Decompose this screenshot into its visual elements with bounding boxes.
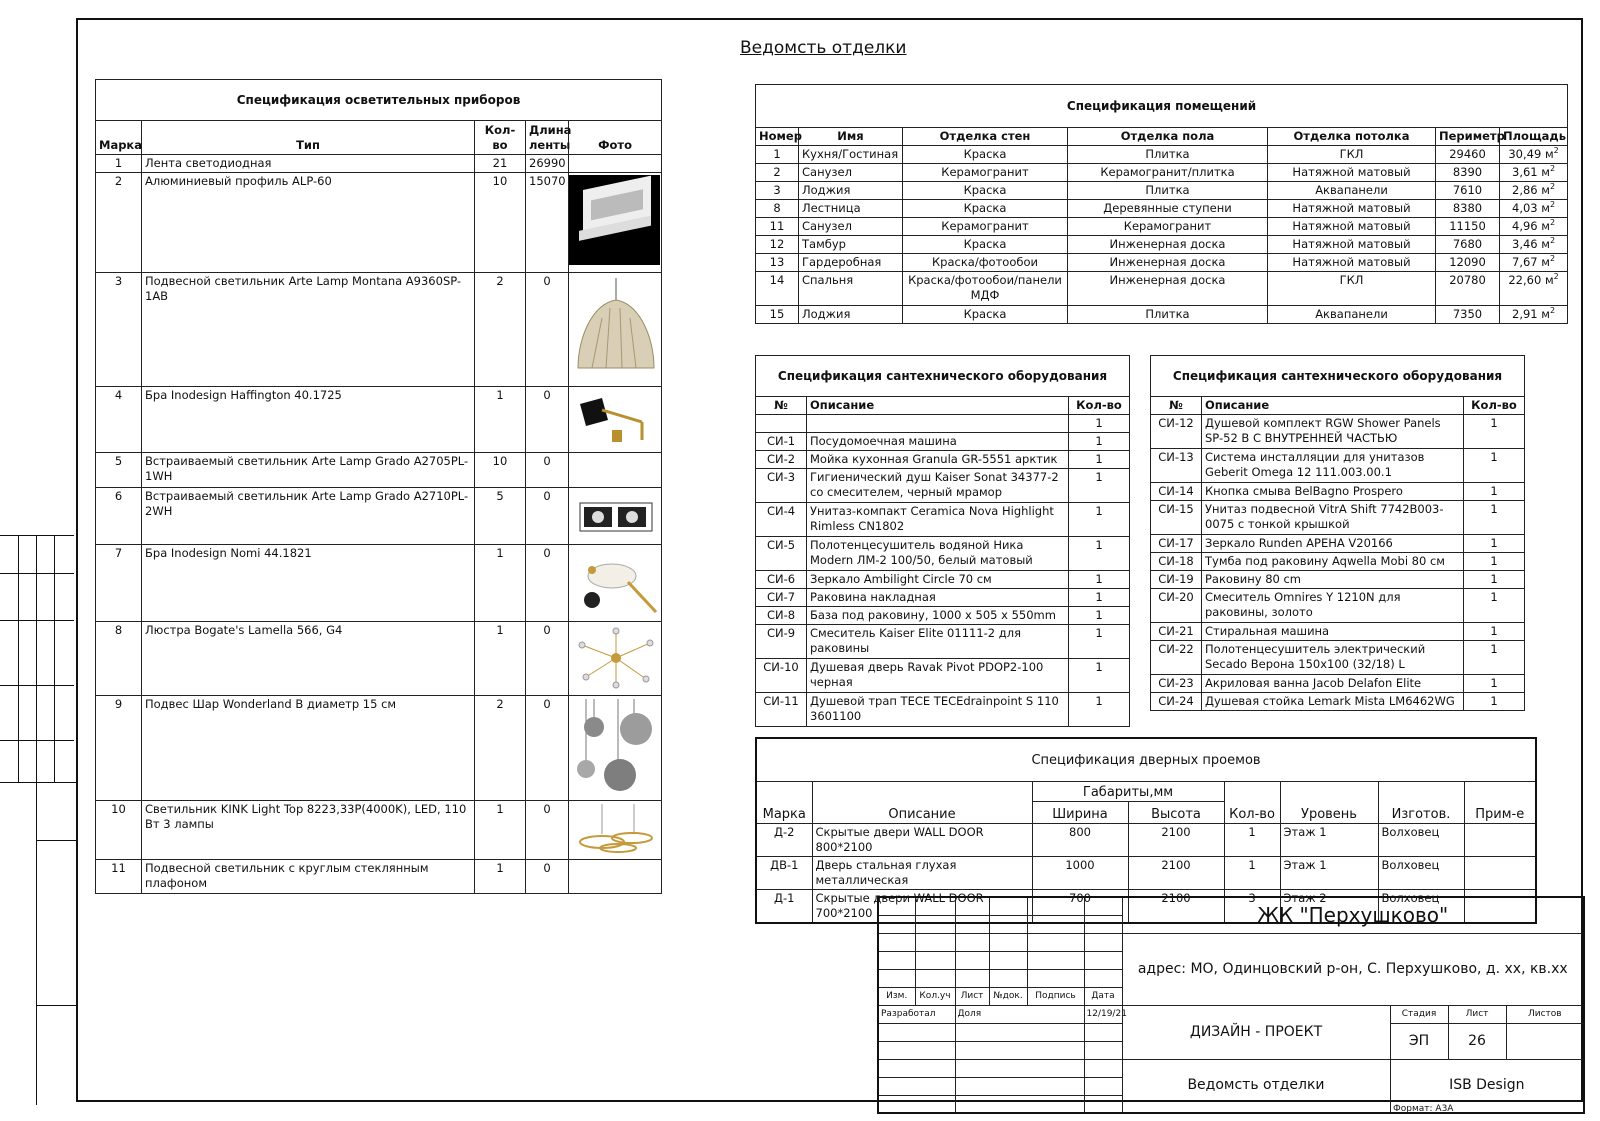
item-number: СИ-18 (1151, 553, 1202, 571)
item-number: СИ-23 (1151, 675, 1202, 693)
room-perimeter: 8390 (1436, 164, 1500, 182)
table-row: 6 Встраиваемый светильник Arte Lamp Grado A2710PL-2WH 5 0 (96, 488, 662, 545)
item-qty: 1 (1069, 625, 1130, 659)
room-perimeter: 11150 (1436, 218, 1500, 236)
bird-sconce-photo (572, 548, 660, 618)
table-row (756, 693, 1130, 727)
item-qty: 1 (1464, 449, 1525, 483)
room-area: 30,49 $м^2$ (1500, 146, 1568, 164)
item-qty: 1 (1464, 589, 1525, 623)
item-number: СИ-17 (1151, 535, 1202, 553)
col-desc: Описание (1202, 397, 1464, 415)
item-qty: 1 (1069, 451, 1130, 469)
item-number: СИ-2 (756, 451, 807, 469)
room-ceiling: Аквапанели (1268, 306, 1436, 324)
item-qty: 1 (1464, 415, 1525, 449)
item-description: Душевой комплект RGW Shower Panels SP-52 B С ВНУТРЕННЕЙ ЧАСТЬЮ (1202, 415, 1464, 449)
table-row (756, 306, 1568, 324)
col-mark: Марка (96, 121, 142, 155)
table-row: 10 Светильник KINK Light Top 8223,33P(4000K), LED, 110 Вт 3 лампы 1 0 (96, 801, 662, 860)
item-qty: 1 (1069, 415, 1130, 433)
door-level: Этаж 2 (1280, 890, 1378, 924)
room-ceiling: ГКЛ (1268, 146, 1436, 164)
item-qty: 1 (1069, 537, 1130, 571)
col-width: Ширина (1032, 802, 1128, 824)
item-number: СИ-12 (1151, 415, 1202, 449)
table-row (756, 254, 1568, 272)
table-row (756, 218, 1568, 236)
table-row: 5 Встраиваемый светильник Arte Lamp Grado A2705PL-1WH 10 0 (96, 453, 662, 488)
col-level: Уровень (1280, 782, 1378, 824)
label-sign: Подпись (1027, 987, 1084, 1005)
col-note: Прим-е (1464, 782, 1536, 824)
table-row (1151, 589, 1525, 623)
item-number: СИ-22 (1151, 641, 1202, 675)
room-name: Санузел (799, 164, 903, 182)
room-number: 13 (756, 254, 799, 272)
room-name: Лоджия (799, 182, 903, 200)
developer-date: 12/19/21 (1084, 1005, 1122, 1023)
room-name: Лоджия (799, 306, 903, 324)
table-row (756, 236, 1568, 254)
item-number: СИ-10 (756, 659, 807, 693)
room-walls: Краска (903, 200, 1068, 218)
table-row: 1 Лента светодиодная 21 26990 (96, 155, 662, 173)
stage-label: Стадия (1390, 1005, 1448, 1023)
item-qty: 1 (1464, 693, 1525, 711)
room-number: 3 (756, 182, 799, 200)
item-number: СИ-3 (756, 469, 807, 503)
room-ceiling: Натяжной матовый (1268, 218, 1436, 236)
item-qty: 1 (1069, 693, 1130, 727)
room-area: 4,96 $м^2$ (1500, 218, 1568, 236)
table-row (1151, 623, 1525, 641)
table-row (756, 415, 1130, 433)
col-name: Имя (799, 128, 903, 146)
table-row (1151, 641, 1525, 675)
room-walls: Краска (903, 306, 1068, 324)
item-qty: 1 (1464, 501, 1525, 535)
door-width: 800 (1032, 824, 1128, 857)
room-floor: Инженерная доска (1068, 236, 1268, 254)
item-qty: 1 (1464, 641, 1525, 675)
door-qty: 1 (1224, 857, 1280, 890)
room-ceiling: ГКЛ (1268, 272, 1436, 306)
item-description: Стиральная машина (1202, 623, 1464, 641)
plumbing-spec-table-2 (1150, 355, 1525, 711)
table-row (1151, 501, 1525, 535)
col-qty: Кол-во (1069, 397, 1130, 415)
room-walls: Керамогранит (903, 164, 1068, 182)
room-ceiling: Аквапанели (1268, 182, 1436, 200)
table-row (756, 537, 1130, 571)
col-num: № (756, 397, 807, 415)
lighting-title: Спецификация осветительных приборов (96, 80, 662, 121)
room-area: 3,46 $м^2$ (1500, 236, 1568, 254)
item-description: Смеситель Omnires Y 1210N для раковины, золото (1202, 589, 1464, 623)
room-area: 7,67 $м^2$ (1500, 254, 1568, 272)
item-description: Посудомоечная машина (807, 433, 1069, 451)
room-area: 22,60 $м^2$ (1500, 272, 1568, 306)
room-floor: Плитка (1068, 182, 1268, 200)
table-row: 8 Люстра Bogate's Lamella 566, G4 1 0 (96, 622, 662, 696)
room-floor: Инженерная доска (1068, 272, 1268, 306)
rooms-title: Спецификация помещений (756, 85, 1568, 128)
room-perimeter: 29460 (1436, 146, 1500, 164)
plumbing2-title: Спецификация сантехнического оборудования (1151, 356, 1525, 397)
table-row: 2 Алюминиевый профиль ALP-60 10 15070 (96, 173, 662, 273)
room-perimeter: 7610 (1436, 182, 1500, 200)
project-address: адрес: МО, Одинцовский р-он, С. Перхушково, д. хх, кв.хх (1122, 933, 1584, 1005)
room-number: 11 (756, 218, 799, 236)
room-ceiling: Натяжной матовый (1268, 254, 1436, 272)
item-number: СИ-6 (756, 571, 807, 589)
table-row (1151, 483, 1525, 501)
table-row (1151, 449, 1525, 483)
table-row (756, 451, 1130, 469)
table-row: 11 Подвесной светильник с круглым стеклянным плафоном 1 0 (96, 860, 662, 894)
door-description: Дверь стальная глухая металлическая (812, 857, 1032, 890)
item-description: Полотенцесушитель водяной Ника Modern ЛМ-2 100/50, белый матовый (807, 537, 1069, 571)
col-num: № (1151, 397, 1202, 415)
developer-name: Доля (955, 1005, 1084, 1023)
label-ndok: №док. (989, 987, 1027, 1005)
door-maker: Волховец (1378, 824, 1464, 857)
room-name: Спальня (799, 272, 903, 306)
item-qty: 1 (1464, 553, 1525, 571)
door-mark: Д-1 (756, 890, 812, 924)
room-perimeter: 20780 (1436, 272, 1500, 306)
room-floor: Керамогранит (1068, 218, 1268, 236)
table-row (1151, 571, 1525, 589)
door-mark: ДВ-1 (756, 857, 812, 890)
ring-light-photo (572, 804, 660, 856)
table-row: 3 Подвесной светильник Arte Lamp Montana A9360SP-1AB 2 0 (96, 273, 662, 387)
room-floor: Инженерная доска (1068, 254, 1268, 272)
room-walls: Краска/фотообои (903, 254, 1068, 272)
item-number: СИ-24 (1151, 693, 1202, 711)
item-number: СИ-14 (1151, 483, 1202, 501)
room-floor: Деревянные ступени (1068, 200, 1268, 218)
plumbing1-title: Спецификация сантехнического оборудования (756, 356, 1130, 397)
label-kol: Кол.уч (915, 987, 955, 1005)
table-row (756, 824, 1536, 857)
paper-format: Формат: А3А (1393, 1104, 1454, 1114)
recessed-light-photo (572, 493, 660, 539)
table-row (756, 857, 1536, 890)
sheets-value (1506, 1023, 1584, 1059)
room-area: 2,91 $м^2$ (1500, 306, 1568, 324)
table-row (1151, 553, 1525, 571)
lighting-spec-table (95, 79, 662, 894)
item-qty: 1 (1069, 469, 1130, 503)
doors-title: Спецификация дверных проемов (756, 738, 1536, 782)
table-row (756, 164, 1568, 182)
item-qty: 1 (1464, 483, 1525, 501)
room-ceiling: Натяжной матовый (1268, 236, 1436, 254)
door-qty: 1 (1224, 824, 1280, 857)
col-maker: Изготов. (1378, 782, 1464, 824)
item-qty: 1 (1464, 535, 1525, 553)
table-row (756, 571, 1130, 589)
left-margin-stamp (0, 535, 76, 1105)
room-number: 14 (756, 272, 799, 306)
stage-value: ЭП (1390, 1023, 1448, 1059)
item-number: СИ-4 (756, 503, 807, 537)
item-description: База под раковину, 1000 x 505 x 550mm (807, 607, 1069, 625)
item-number: СИ-19 (1151, 571, 1202, 589)
item-description: Зеркало Runden АРЕНА V20166 (1202, 535, 1464, 553)
plumbing-spec-table-1 (755, 355, 1130, 727)
table-row (1151, 415, 1525, 449)
item-qty: 1 (1464, 675, 1525, 693)
col-perimeter: Периметр (1436, 128, 1500, 146)
doc-type: ДИЗАЙН - ПРОЕКТ (1122, 1005, 1390, 1059)
table-row (756, 625, 1130, 659)
room-ceiling: Натяжной матовый (1268, 164, 1436, 182)
door-width: 700 (1032, 890, 1128, 924)
room-number: 1 (756, 146, 799, 164)
col-dims: Габариты,мм (1032, 782, 1224, 802)
room-walls: Керамогранит (903, 218, 1068, 236)
door-height: 2100 (1128, 824, 1224, 857)
item-qty: 1 (1464, 571, 1525, 589)
table-row (756, 659, 1130, 693)
table-row: 7 Бра Inodesign Nomi 44.1821 1 0 (96, 545, 662, 622)
col-length: Длина ленты (526, 121, 569, 155)
pendant-lamp-photo (572, 278, 660, 378)
room-number: 12 (756, 236, 799, 254)
sheet-label: Лист (1448, 1005, 1506, 1023)
door-description: Скрытые двери WALL DOOR 700*2100 (812, 890, 1032, 924)
col-mark: Марка (756, 782, 812, 824)
table-row (1151, 535, 1525, 553)
col-height: Высота (1128, 802, 1224, 824)
developer-label: Разработал (878, 1005, 955, 1023)
item-number (756, 415, 807, 433)
room-ceiling: Натяжной матовый (1268, 200, 1436, 218)
item-qty: 1 (1069, 589, 1130, 607)
item-description: Унитаз подвесной VitrA Shift 7742B003-0075 с тонкой крышкой (1202, 501, 1464, 535)
sphere-pendant-photo (572, 699, 660, 795)
item-description (807, 415, 1069, 433)
table-row: 9 Подвес Шар Wonderland В диаметр 15 см 2 0 (96, 696, 662, 801)
item-qty: 1 (1069, 503, 1130, 537)
item-number: СИ-9 (756, 625, 807, 659)
room-area: 4,03 $м^2$ (1500, 200, 1568, 218)
door-width: 1000 (1032, 857, 1128, 890)
room-name: Лестница (799, 200, 903, 218)
room-name: Кухня/Гостиная (799, 146, 903, 164)
item-number: СИ-8 (756, 607, 807, 625)
table-row: 4 Бра Inodesign Haffington 40.1725 1 0 (96, 387, 662, 453)
item-qty: 1 (1069, 607, 1130, 625)
company-name: ISB Design (1390, 1059, 1584, 1113)
table-row (756, 272, 1568, 306)
item-number: СИ-15 (1151, 501, 1202, 535)
item-number: СИ-7 (756, 589, 807, 607)
table-row (756, 469, 1130, 503)
col-type: Тип (142, 121, 475, 155)
item-description: Гигиенический душ Kaiser Sonat 34377-2 со смесителем, черный мрамор (807, 469, 1069, 503)
item-qty: 1 (1069, 571, 1130, 589)
col-walls: Отделка стен (903, 128, 1068, 146)
col-photo: Фото (569, 121, 662, 155)
item-description: Унитаз-компакт Ceramica Nova Highlight Rimless CN1802 (807, 503, 1069, 537)
room-walls: Краска/фотообои/панели МДФ (903, 272, 1068, 306)
col-desc: Описание (807, 397, 1069, 415)
door-description: Скрытые двери WALL DOOR 800*2100 (812, 824, 1032, 857)
sheets-label: Листов (1506, 1005, 1584, 1023)
title-block (877, 896, 1585, 1114)
room-walls: Краска (903, 146, 1068, 164)
room-perimeter: 8380 (1436, 200, 1500, 218)
door-note (1464, 824, 1536, 857)
col-qty: Кол-во (1224, 782, 1280, 824)
room-name: Тамбур (799, 236, 903, 254)
room-number: 15 (756, 306, 799, 324)
item-number: СИ-13 (1151, 449, 1202, 483)
room-floor: Плитка (1068, 306, 1268, 324)
item-description: Душевая стойка Lemark Mista LM6462WG (1202, 693, 1464, 711)
item-description: Мойка кухонная Granula GR-5551 арктик (807, 451, 1069, 469)
door-mark: Д-2 (756, 824, 812, 857)
label-izm: Изм. (878, 987, 915, 1005)
col-desc: Описание (812, 782, 1032, 824)
room-walls: Краска (903, 236, 1068, 254)
col-floor: Отделка пола (1068, 128, 1268, 146)
item-description: Душевая дверь Ravak Pivot PDOP2-100 черная (807, 659, 1069, 693)
item-qty: 1 (1464, 623, 1525, 641)
item-description: Зеркало Ambilight Circle 70 см (807, 571, 1069, 589)
table-row (756, 589, 1130, 607)
item-description: Смеситель Kaiser Elite 01111-2 для раковины (807, 625, 1069, 659)
chandelier-photo (572, 625, 660, 691)
table-row (1151, 693, 1525, 711)
item-qty: 1 (1069, 659, 1130, 693)
item-number: СИ-11 (756, 693, 807, 727)
aluminum-profile-photo (569, 175, 660, 265)
label-list: Лист (955, 987, 989, 1005)
door-note (1464, 857, 1536, 890)
page-title: Ведомсть отделки (740, 38, 907, 58)
project-name: ЖК "Перхушково" (1122, 897, 1584, 933)
col-qty: Кол-во (1464, 397, 1525, 415)
item-number: СИ-5 (756, 537, 807, 571)
sheet-value: 26 (1448, 1023, 1506, 1059)
item-number: СИ-1 (756, 433, 807, 451)
room-perimeter: 12090 (1436, 254, 1500, 272)
table-row (756, 182, 1568, 200)
room-floor: Плитка (1068, 146, 1268, 164)
table-row (756, 607, 1130, 625)
room-number: 2 (756, 164, 799, 182)
item-description: Тумба под раковину Aqwella Mobi 80 см (1202, 553, 1464, 571)
room-floor: Керамогранит/плитка (1068, 164, 1268, 182)
room-number: 8 (756, 200, 799, 218)
room-walls: Краска (903, 182, 1068, 200)
door-level: Этаж 1 (1280, 857, 1378, 890)
item-description: Раковина накладная (807, 589, 1069, 607)
item-number: СИ-21 (1151, 623, 1202, 641)
room-area: 2,86 $м^2$ (1500, 182, 1568, 200)
col-number: Номер (756, 128, 799, 146)
item-description: Раковину 80 cm (1202, 571, 1464, 589)
sheet-name: Ведомсть отделки (1122, 1059, 1390, 1113)
item-description: Кнопка смыва BelBagno Prospero (1202, 483, 1464, 501)
item-qty: 1 (1069, 433, 1130, 451)
table-row (756, 200, 1568, 218)
item-description: Система инсталляции для унитазов Geberit Omega 12 111.003.00.1 (1202, 449, 1464, 483)
table-row (1151, 675, 1525, 693)
col-area: Площадь (1500, 128, 1568, 146)
col-qty: Кол-во (475, 121, 526, 155)
door-height: 2100 (1128, 890, 1224, 924)
door-maker: Волховец (1378, 857, 1464, 890)
room-perimeter: 7680 (1436, 236, 1500, 254)
item-description: Полотенцесушитель электрический Secado Верона 150x100 (32/18) L (1202, 641, 1464, 675)
room-perimeter: 7350 (1436, 306, 1500, 324)
item-description: Душевой трап TECE TECEdrainpoint S 110 3601100 (807, 693, 1069, 727)
wall-sconce-photo (572, 390, 660, 448)
door-height: 2100 (1128, 857, 1224, 890)
room-name: Санузел (799, 218, 903, 236)
item-description: Акриловая ванна Jacob Delafon Elite (1202, 675, 1464, 693)
door-level: Этаж 1 (1280, 824, 1378, 857)
rooms-spec-table (755, 84, 1568, 324)
table-row (756, 503, 1130, 537)
room-area: 3,61 $м^2$ (1500, 164, 1568, 182)
label-date: Дата (1084, 987, 1122, 1005)
door-qty: 3 (1224, 890, 1280, 924)
col-ceiling: Отделка потолка (1268, 128, 1436, 146)
table-row (756, 433, 1130, 451)
room-name: Гардеробная (799, 254, 903, 272)
door-maker: Волховец (1378, 890, 1464, 924)
item-number: СИ-20 (1151, 589, 1202, 623)
table-row (756, 146, 1568, 164)
